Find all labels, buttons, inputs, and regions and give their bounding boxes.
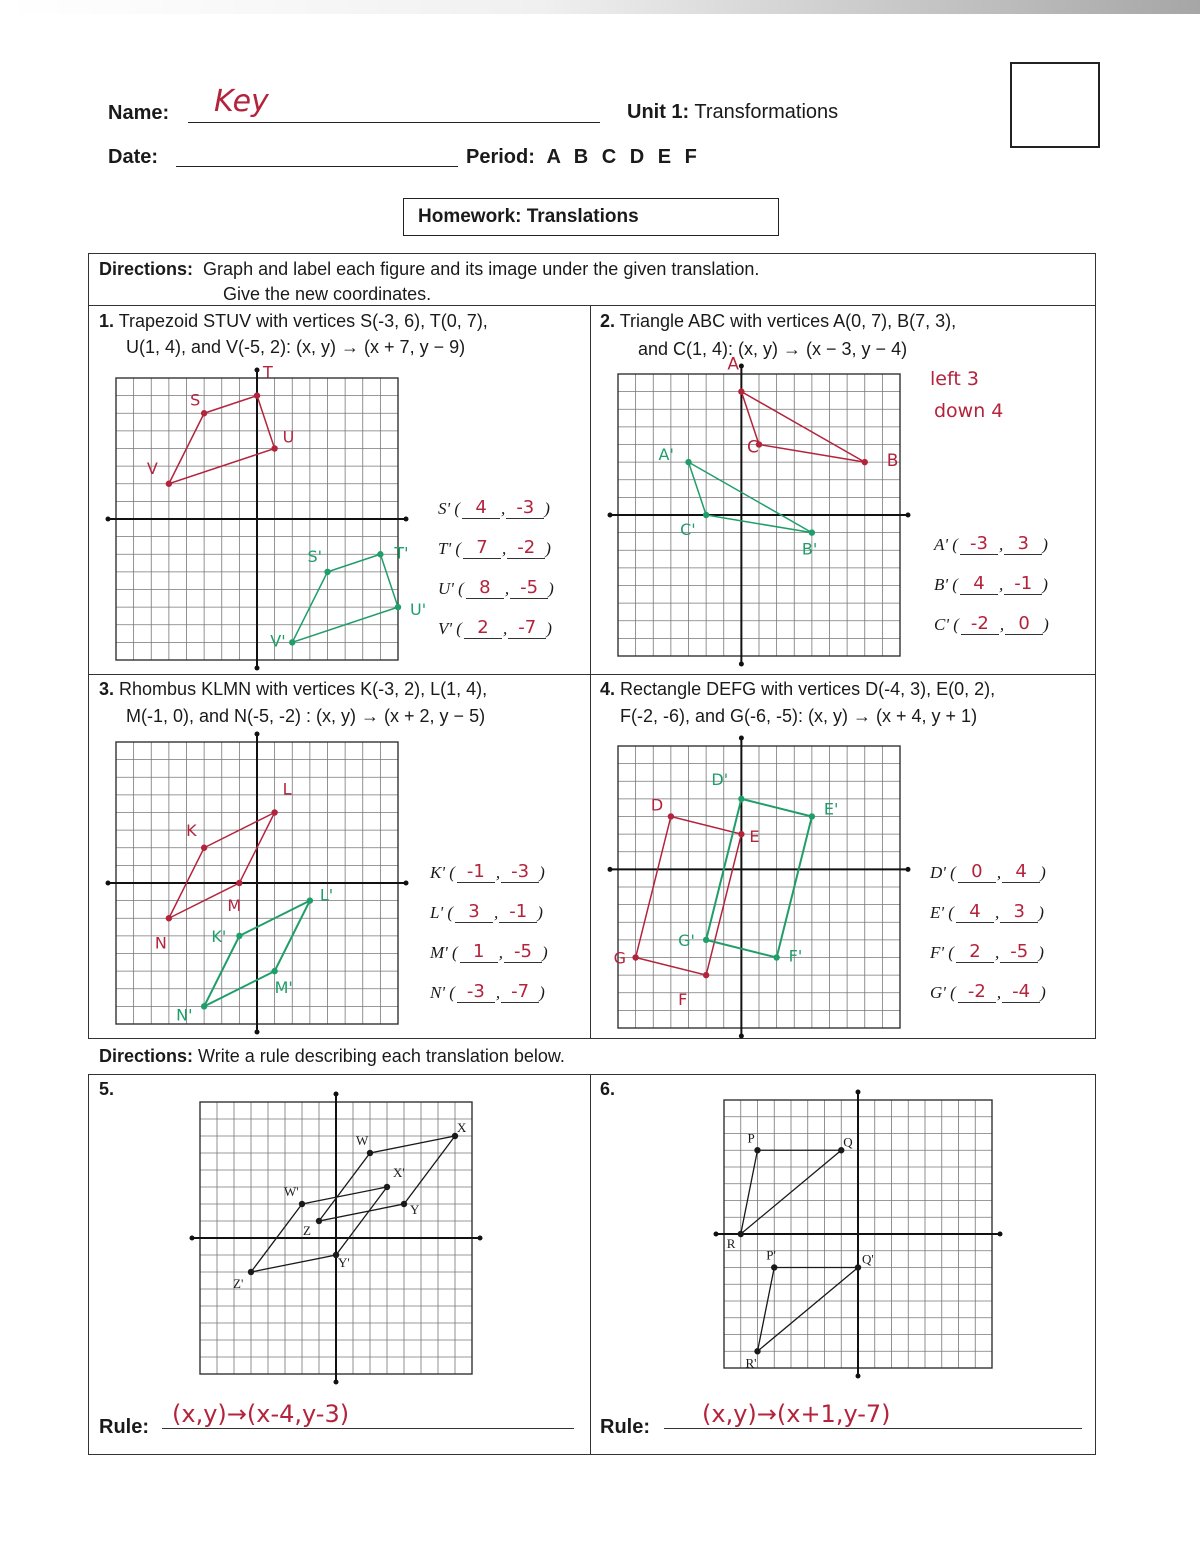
vertex-label: S xyxy=(190,390,201,410)
answer-row xyxy=(930,902,1044,923)
answer-x[interactable]: 3 xyxy=(455,902,493,923)
answer-x[interactable]: 4 xyxy=(462,498,500,519)
answer-row xyxy=(930,982,1046,1003)
axis-arrow xyxy=(255,666,260,671)
answer-label: M' ( xyxy=(430,943,458,962)
answer-x[interactable]: -2 xyxy=(958,982,996,1003)
answer-y[interactable]: -3 xyxy=(506,498,544,519)
vertex-point xyxy=(703,972,709,978)
vertex-point xyxy=(236,880,242,886)
vertex-label: B xyxy=(886,451,899,472)
vertex-point xyxy=(668,813,674,819)
vertex-point xyxy=(236,933,242,939)
answer-label: C' ( xyxy=(934,615,959,634)
divider xyxy=(88,1038,1096,1039)
vertex-label: S' xyxy=(307,546,323,566)
vertex-label: F' xyxy=(788,946,803,966)
vertex-point xyxy=(395,604,401,610)
problem-4-line1: 4. Rectangle DEFG with vertices D(-4, 3), E(0, 2), xyxy=(600,679,996,699)
paren: ) xyxy=(546,619,552,638)
answer-x[interactable]: -3 xyxy=(457,982,495,1003)
problem-2-note-left: left 3 xyxy=(930,368,979,390)
vertex-label: G xyxy=(613,948,627,968)
directions2: Directions: Write a rule describing each translation below. xyxy=(99,1046,565,1066)
vertex-label: V xyxy=(146,458,158,478)
vertex-label: X xyxy=(457,1120,467,1135)
answer-x[interactable]: 2 xyxy=(956,942,994,963)
answer-label: T' ( xyxy=(438,539,462,558)
comma: , xyxy=(996,983,1002,1002)
answer-label: D' ( xyxy=(930,863,956,882)
vertex-label: P' xyxy=(766,1247,776,1263)
graph-5 xyxy=(200,1102,472,1374)
answer-x[interactable]: 4 xyxy=(960,574,998,595)
answer-y[interactable]: -1 xyxy=(499,902,537,923)
vertex-label: K' xyxy=(211,926,227,946)
answer-y[interactable]: -1 xyxy=(1004,574,1042,595)
answer-label: E' ( xyxy=(930,903,954,922)
paren: ) xyxy=(548,579,554,598)
problem-2-line2: and C(1, 4): (x, y) → (x − 3, y − 4) xyxy=(638,339,908,359)
divider xyxy=(88,1074,1096,1075)
graph-4 xyxy=(613,746,900,1028)
answer-row xyxy=(430,902,543,923)
vertex-label: L xyxy=(282,779,292,799)
vertex-point xyxy=(166,481,172,487)
vertex-label: U' xyxy=(410,600,427,620)
axis-arrow xyxy=(739,662,744,667)
vertex-point xyxy=(271,445,277,451)
name-field[interactable] xyxy=(188,84,600,123)
answer-x[interactable]: 0 xyxy=(958,862,996,883)
vertex-label: E xyxy=(749,827,760,847)
paren: ) xyxy=(1042,575,1048,594)
answer-x[interactable]: 8 xyxy=(466,578,504,599)
vertex-point xyxy=(773,954,779,960)
period-row: Period: A B C D E F xyxy=(466,146,701,168)
vertex-label: T' xyxy=(394,543,409,563)
rule-5-label: Rule: xyxy=(99,1416,149,1438)
vertex-label: T xyxy=(263,362,273,382)
vertex-label: V' xyxy=(270,631,286,651)
answer-row xyxy=(438,498,550,519)
answer-row xyxy=(430,982,545,1003)
answer-x[interactable]: 2 xyxy=(464,618,502,639)
answer-row xyxy=(438,578,554,599)
answer-label: B' ( xyxy=(934,575,958,594)
paren: ) xyxy=(1038,943,1044,962)
answer-x[interactable]: -2 xyxy=(961,614,999,635)
axis-arrow xyxy=(255,732,260,737)
vertex-point xyxy=(401,1201,407,1207)
axis-arrow xyxy=(255,368,260,373)
answer-y[interactable]: -7 xyxy=(508,618,546,639)
vertex-point xyxy=(809,813,815,819)
vertex-point xyxy=(166,915,172,921)
comma: , xyxy=(994,943,1000,962)
answer-y[interactable]: -5 xyxy=(504,942,542,963)
answer-row xyxy=(930,942,1044,963)
comma: , xyxy=(504,579,510,598)
vertex-point xyxy=(367,1150,373,1156)
answer-y[interactable]: 3 xyxy=(1000,902,1038,923)
problem-3-line1: 3. Rhombus KLMN with vertices K(-3, 2), L(1, 4), xyxy=(99,679,488,699)
rule-6-label: Rule: xyxy=(600,1416,650,1438)
vertex-label: M xyxy=(227,896,242,915)
answer-y[interactable]: -3 xyxy=(501,862,539,883)
vertex-label: R xyxy=(726,1236,736,1251)
vertex-label: A' xyxy=(658,445,674,465)
vertex-label: Z xyxy=(303,1223,311,1238)
axis-arrow xyxy=(856,1374,861,1379)
vertex-label: N xyxy=(154,933,167,953)
answer-label: U' ( xyxy=(438,579,464,598)
vertex-label: R' xyxy=(745,1355,757,1371)
axis-arrow xyxy=(856,1090,861,1095)
vertex-point xyxy=(809,529,815,535)
comma: , xyxy=(498,943,503,962)
rule-5-value[interactable]: (x,y)→(x-4,y-3) xyxy=(162,1400,574,1429)
vertex-point xyxy=(862,459,868,465)
vertex-point xyxy=(377,551,383,557)
vertex-point xyxy=(299,1201,305,1207)
vertex-point xyxy=(324,569,330,575)
vertex-point xyxy=(632,954,638,960)
axis-arrow xyxy=(906,867,911,872)
vertex-point xyxy=(271,968,277,974)
vertex-point xyxy=(307,897,313,903)
answer-y[interactable]: -5 xyxy=(1000,942,1038,963)
problem-1-line2: U(1, 4), and V(-5, 2): (x, y) → (x + 7, y − 9) xyxy=(126,337,466,357)
answer-label: V' ( xyxy=(438,619,462,638)
axis-arrow xyxy=(404,881,409,886)
paren: ) xyxy=(1040,863,1046,882)
answer-label: L' ( xyxy=(430,903,454,922)
axis-arrow xyxy=(998,1232,1003,1237)
vertex-point xyxy=(738,831,744,837)
answer-label: K' ( xyxy=(430,863,455,882)
comma: , xyxy=(495,983,501,1002)
vertex-point xyxy=(754,1147,760,1153)
comma: , xyxy=(502,539,507,558)
date-label: Date: xyxy=(108,146,159,168)
vertex-point xyxy=(703,512,709,518)
vertex-label: L' xyxy=(319,885,334,905)
directions1: Directions: Graph and label each figure and its image under the given translation. xyxy=(99,259,760,279)
axis-arrow xyxy=(906,513,911,518)
axis-arrow xyxy=(404,517,409,522)
answer-label: G' ( xyxy=(930,983,956,1002)
vertex-point xyxy=(738,1231,744,1237)
paren: ) xyxy=(1042,535,1048,554)
paren: ) xyxy=(539,863,545,882)
axis-arrow xyxy=(739,364,744,369)
vertex-label: X' xyxy=(393,1165,405,1180)
axis-arrow xyxy=(106,517,111,522)
vertex-label: A xyxy=(727,354,740,375)
score-box xyxy=(1010,62,1100,148)
paren: ) xyxy=(545,539,551,558)
vertex-point xyxy=(201,410,207,416)
vertex-label: K xyxy=(186,820,197,840)
vertex-point xyxy=(738,796,744,802)
vertex-point xyxy=(201,1003,207,1009)
vertex-point xyxy=(703,937,709,943)
answer-label: A' ( xyxy=(934,535,958,554)
vertex-label: C xyxy=(747,437,759,458)
paren: ) xyxy=(1040,983,1046,1002)
axis-arrow xyxy=(255,1030,260,1035)
answer-y[interactable]: -4 xyxy=(1002,982,1040,1003)
homework-title: Homework: Translations xyxy=(403,198,779,236)
vertex-point xyxy=(254,392,260,398)
directions1-line2: Give the new coordinates. xyxy=(223,284,432,304)
problem-4-line2: F(-2, -6), and G(-6, -5): (x, y) → (x + 4, y + 1) xyxy=(620,706,978,726)
answer-y[interactable]: 3 xyxy=(1004,534,1042,555)
axis-arrow xyxy=(739,1034,744,1039)
answer-label: N' ( xyxy=(430,983,455,1002)
axis-arrow xyxy=(190,1236,195,1241)
vertex-label: F xyxy=(678,990,688,1010)
vertex-point xyxy=(855,1264,861,1270)
graph-3 xyxy=(116,742,398,1024)
answer-label: S' ( xyxy=(438,499,461,518)
vertex-label: D xyxy=(650,795,664,815)
axis-arrow xyxy=(478,1236,483,1241)
problem-1-line1: 1. Trapezoid STUV with vertices S(-3, 6), T(0, 7), xyxy=(99,311,488,331)
column-divider xyxy=(590,305,591,1455)
vertex-point xyxy=(685,459,691,465)
problem-6-number: 6. xyxy=(600,1079,616,1099)
answer-row xyxy=(930,862,1046,883)
comma: , xyxy=(998,575,1004,594)
vertex-point xyxy=(754,1348,760,1354)
vertex-label: C' xyxy=(680,520,696,539)
answer-row xyxy=(438,618,552,639)
scan-edge-shadow xyxy=(0,0,1200,14)
vertex-label: D' xyxy=(711,769,729,789)
axis-arrow xyxy=(334,1092,339,1097)
vertex-point xyxy=(316,1218,322,1224)
rule-6-value[interactable]: (x,y)→(x+1,y-7) xyxy=(664,1400,1082,1429)
vertex-point xyxy=(271,809,277,815)
axis-arrow xyxy=(739,736,744,741)
answer-y[interactable]: -2 xyxy=(507,538,545,559)
answer-y[interactable]: -5 xyxy=(510,578,548,599)
answer-row xyxy=(934,614,1049,635)
problem-5-number: 5. xyxy=(99,1079,115,1099)
paren: ) xyxy=(1043,615,1049,634)
vertex-label: Z' xyxy=(233,1276,244,1291)
vertex-label: G' xyxy=(678,930,695,950)
answer-x[interactable]: 1 xyxy=(460,942,498,963)
vertex-label: P xyxy=(747,1130,755,1146)
paren: ) xyxy=(537,903,543,922)
axis-arrow xyxy=(714,1232,719,1237)
vertex-point xyxy=(738,388,744,394)
vertex-point xyxy=(771,1264,777,1270)
vertex-label: W' xyxy=(284,1184,299,1199)
comma: , xyxy=(994,903,1000,922)
answer-row xyxy=(430,862,545,883)
answer-x[interactable]: -3 xyxy=(960,534,998,555)
vertex-point xyxy=(384,1184,390,1190)
vertex-label: M' xyxy=(274,978,293,998)
paren: ) xyxy=(541,943,548,962)
name-label: Name: xyxy=(108,102,170,124)
axis-arrow xyxy=(608,867,613,872)
comma: , xyxy=(998,535,1004,554)
answer-row xyxy=(430,942,548,963)
vertex-label: W xyxy=(356,1133,369,1148)
comma: , xyxy=(494,903,499,922)
answer-row xyxy=(438,538,551,559)
vertex-label: Q xyxy=(843,1134,853,1150)
vertex-label: N' xyxy=(176,1005,193,1025)
comma: , xyxy=(996,863,1002,882)
answer-y[interactable]: 4 xyxy=(1002,862,1040,883)
vertex-point xyxy=(201,845,207,851)
graph-6 xyxy=(724,1100,992,1371)
problem-2-line1: 2. Triangle ABC with vertices A(0, 7), B(7, 3), xyxy=(600,311,957,331)
vertex-point xyxy=(248,1269,254,1275)
vertex-label: E' xyxy=(823,799,839,819)
answer-x[interactable]: 4 xyxy=(956,902,994,923)
vertex-point xyxy=(289,639,295,645)
name-value: Key xyxy=(214,84,269,119)
graph-1 xyxy=(116,362,427,660)
paren: ) xyxy=(1038,903,1044,922)
axis-arrow xyxy=(334,1380,339,1385)
answer-row xyxy=(934,534,1048,555)
paren: ) xyxy=(539,983,545,1002)
comma: , xyxy=(999,615,1005,634)
answer-row xyxy=(934,574,1048,595)
comma: , xyxy=(502,619,508,638)
vertex-label: Y xyxy=(410,1202,420,1217)
answer-x[interactable]: 7 xyxy=(463,538,501,559)
unit-heading: Unit 1: Transformations xyxy=(627,101,839,123)
vertex-label: B' xyxy=(801,539,818,559)
axis-arrow xyxy=(608,513,613,518)
divider xyxy=(88,674,1096,675)
graph-2 xyxy=(618,354,900,656)
comma: , xyxy=(501,499,506,518)
vertex-label: Q' xyxy=(862,1251,874,1267)
answer-x[interactable]: -1 xyxy=(457,862,495,883)
paren: ) xyxy=(544,499,550,518)
vertex-label: U xyxy=(282,427,295,447)
vertex-label: Y' xyxy=(338,1255,350,1270)
date-field[interactable] xyxy=(176,140,458,167)
answer-label: F' ( xyxy=(930,943,954,962)
problem-3-line2: M(-1, 0), and N(-5, -2) : (x, y) → (x + 2, y − 5) xyxy=(126,706,486,726)
comma: , xyxy=(495,863,501,882)
answer-y[interactable]: -7 xyxy=(501,982,539,1003)
problem-2-note-down: down 4 xyxy=(934,400,1004,422)
axis-arrow xyxy=(106,881,111,886)
answer-y[interactable]: 0 xyxy=(1005,614,1043,635)
